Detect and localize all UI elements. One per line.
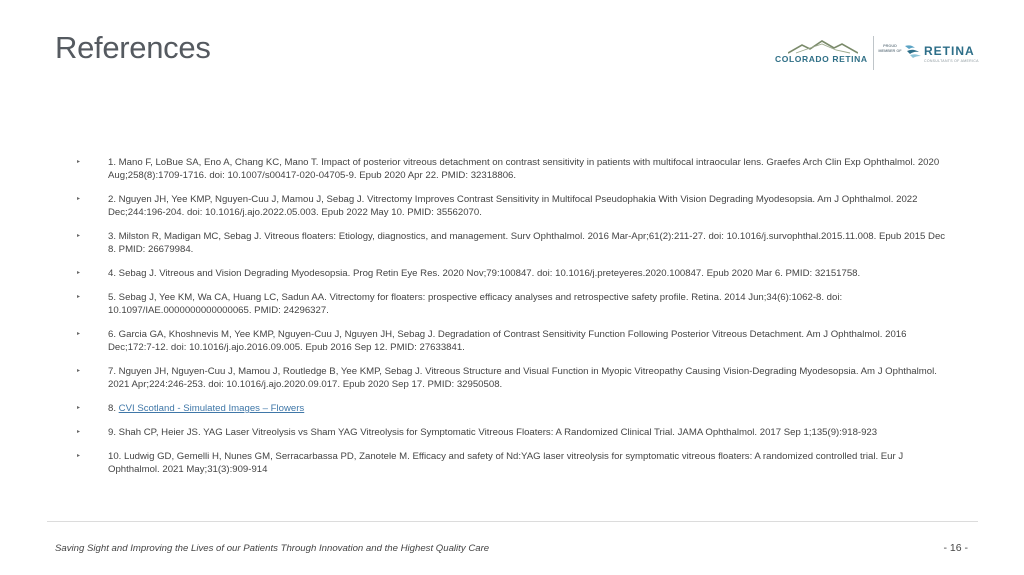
reference-prefix: 8. bbox=[108, 403, 119, 414]
logo-group bbox=[772, 34, 979, 72]
bullet-icon: ▸ bbox=[77, 196, 81, 202]
reference-item bbox=[75, 365, 955, 391]
reference-item bbox=[75, 328, 955, 354]
bullet-icon: ▸ bbox=[77, 368, 81, 374]
reference-item bbox=[75, 193, 955, 219]
bullet-icon: ▸ bbox=[77, 159, 81, 165]
reference-text: 4. Sebag J. Vitreous and Vision Degrading Myodesopsia. Prog Retin Eye Res. 2020 Nov;79:100847. doi: 10.1016/j.preteyeres.2020.100847. Epub 2020 Mar 6. PMID: 32151758. bbox=[108, 268, 861, 279]
bullet-icon: ▸ bbox=[77, 294, 81, 300]
reference-text: 1. Mano F, LoBue SA, Eno A, Chang KC, Mano T. Impact of posterior vitreous detachment on contrast sensitivity in patients with multifocal intraocular lens. Graefes Arch Clin Exp Ophthalmol. 2020 Aug;258(8):1709-1716. doi: 10.1007/s00417-020-04705-9. Epub 2020 Apr 22. PMID: 32318806. bbox=[108, 157, 940, 181]
reference-text: 3. Milston R, Madigan MC, Sebag J. Vitreous floaters: Etiology, diagnostics, and management. Surv Ophthalmol. 2016 Mar-Apr;61(2):211-27. doi: 10.1016/j.survophthal.2015.11.008. Epub 2015 Dec 8. PMID: 26679984. bbox=[108, 231, 946, 255]
reference-item bbox=[75, 426, 955, 439]
mountain-icon bbox=[788, 40, 858, 54]
bullet-icon: ▸ bbox=[77, 405, 81, 411]
reference-text: 7. Nguyen JH, Nguyen-Cuu J, Mamou J, Routledge B, Yee KMP, Sebag J. Vitreous Structure and Visual Function in Myopic Vitreopathy Causing Vision-Degrading Myodesopsia. Am J Ophthalmol. 2021 Apr;224:246-253. doi: 10.1016/j.ajo.2020.09.017. Epub 2020 Sep 17. PMID: 32950508. bbox=[108, 366, 937, 390]
footer-tagline: Saving Sight and Improving the Lives of our Patients Through Innovation and the Highest Quality Care bbox=[55, 543, 490, 554]
bullet-icon: ▸ bbox=[77, 233, 81, 239]
reference-text: 9. Shah CP, Heier JS. YAG Laser Vitreolysis vs Sham YAG Vitreolysis for Symptomatic Vitreous Floaters: A Randomized Clinical Trial. JAMA Ophthalmol. 2017 Sep 1;135(9):918-923 bbox=[108, 427, 878, 438]
colorado-retina-wordmark: COLORADO RETINA bbox=[775, 54, 868, 64]
reference-text: 2. Nguyen JH, Yee KMP, Nguyen-Cuu J, Mamou J, Sebag J. Vitrectomy Improves Contrast Sensitivity in Multifocal Pseudophakia With Vision Degrading Myodesopsia. Am J Ophthalmol. 2022 Dec;244:196-204. doi: 10.1016/j.ajo.2022.05.003. Epub 2022 May 10. PMID: 35562070. bbox=[108, 194, 918, 218]
reference-text: 5. Sebag J, Yee KM, Wa CA, Huang LC, Sadun AA. Vitrectomy for floaters: prospective efficacy analyses and retrospective safety profile. Retina. 2014 Jun;34(6):1062-8. doi: 10.1097/IAE.0000000000000065. PMID: 24296327. bbox=[108, 292, 843, 316]
reference-item bbox=[75, 230, 955, 256]
reference-item bbox=[75, 291, 955, 317]
reference-item bbox=[75, 402, 955, 415]
page-number: - 16 - bbox=[943, 542, 968, 554]
bullet-icon: ▸ bbox=[77, 429, 81, 435]
retina-wordmark: RETINA bbox=[924, 44, 975, 58]
reference-list bbox=[75, 156, 955, 487]
reference-text: 6. Garcia GA, Khoshnevis M, Yee KMP, Nguyen-Cuu J, Nguyen JH, Sebag J. Degradation of Contrast Sensitivity Function Following Posterior Vitreous Detachment. Am J Ophthalmol. 2016 Dec;172:7-12. doi: 10.1016/j.ajo.2016.09.005. Epub 2016 Sep 12. PMID: 27633841. bbox=[108, 329, 907, 353]
reference-item bbox=[75, 156, 955, 182]
footer-divider bbox=[47, 521, 978, 522]
colorado-retina-logo bbox=[772, 40, 868, 68]
retina-bird-icon bbox=[903, 42, 923, 60]
proud-member-label: PROUD MEMBER OF bbox=[878, 44, 902, 53]
cvi-scotland-link[interactable]: CVI Scotland - Simulated Images – Flowers bbox=[118, 403, 305, 414]
reference-item bbox=[75, 450, 955, 476]
bullet-icon: ▸ bbox=[77, 331, 81, 337]
bullet-icon: ▸ bbox=[77, 453, 81, 459]
reference-text: 10. Ludwig GD, Gemelli H, Nunes GM, Serracarbassa PD, Zanotele M. Efficacy and safety of Nd:YAG laser vitreolysis for symptomatic vitreous floaters: A randomized controlled trial. Eur J Ophthalmol. 2021 May;31(3):909-914 bbox=[108, 451, 904, 475]
reference-item bbox=[75, 267, 955, 280]
logo-divider bbox=[873, 36, 874, 70]
retina-subtitle: CONSULTANTS OF AMERICA bbox=[924, 59, 979, 63]
page-title: References bbox=[55, 30, 211, 65]
bullet-icon: ▸ bbox=[77, 270, 81, 276]
